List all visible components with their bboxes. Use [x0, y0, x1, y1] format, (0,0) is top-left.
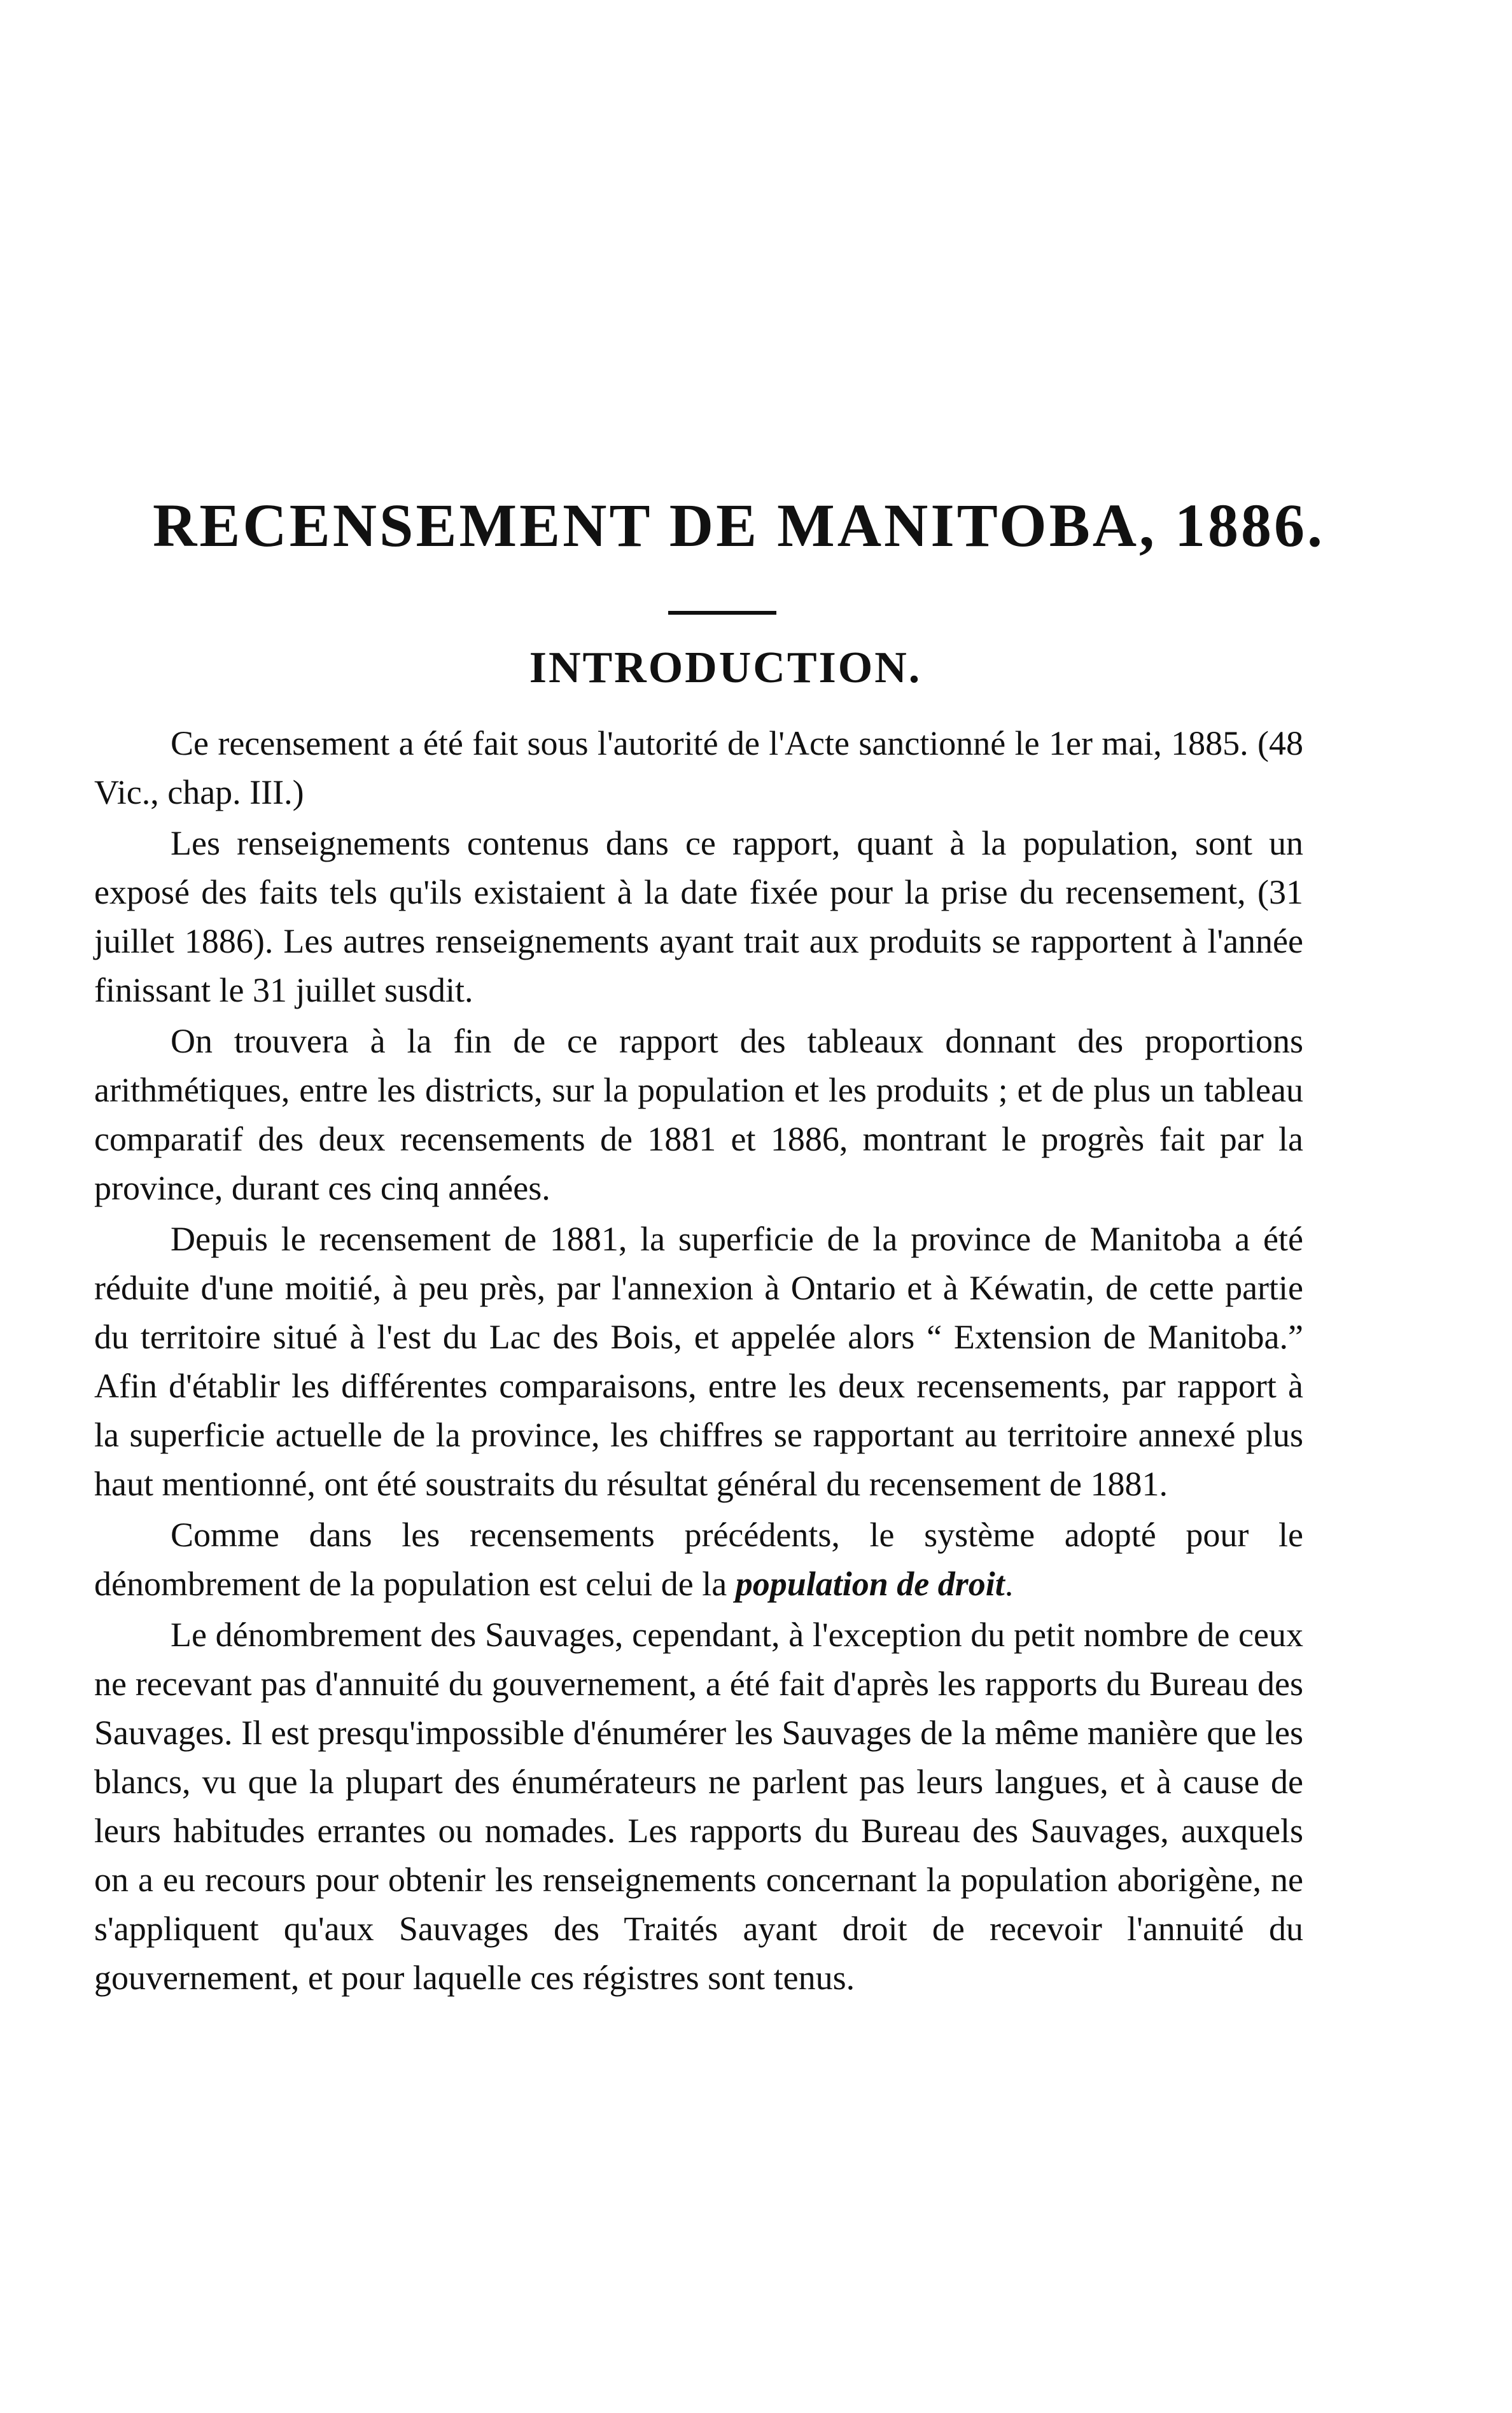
paragraph-1: Ce recensement a été fait sous l'autorité de l'Acte sanctionné le 1er mai, 1885. (48 Vic., chap. III.) [94, 724, 1303, 811]
paragraph-2: Les renseignements contenus dans ce rapport, quant à la population, sont un exposé des faits tels qu'ils existaient à la date fixée pour la prise du recensement, (31 juillet 1886). Les autres renseignements ayant trait aux produits se rapportent à l'année finissant le 31 juillet susdit. [94, 824, 1303, 1009]
paragraph-6: Le dénombrement des Sauvages, cependant, à l'exception du petit nombre de ceux ne recevant pas d'annuité du gouvernement, a été fait d'après les rapports du Bureau des Sauvages. Il est presqu'impossible d'énumérer les Sauvages de la même manière que les blancs, vu que la plupart des énumérateurs ne parlent pas leurs langues, et à cause de leurs habitudes errantes ou nomades. Les rapports du Bureau des Sauvages, auxquels on a eu recours pour obtenir les renseignements concernant la population aborigène, ne s'appliquent qu'aux Sauvages des Traités ayant droit de recevoir l'annuité du gouvernement, et pour laquelle ces régistres sont tenus. [94, 1616, 1303, 1997]
paragraph-5-text: Comme dans les recensements précédents, le système adopté pour le dénombrement de la population est celui de la [94, 1516, 1303, 1603]
paragraph-4: Depuis le recensement de 1881, la superficie de la province de Manitoba a été réduite d'une moitié, à peu près, par l'annexion à Ontario et à Kéwatin, de cette partie du territoire situé à l'est du Lac des Bois, et appelée alors “ Extension de Manitoba.” Afin d'établir les différentes comparaisons, entre les deux recensements, par rapport à la superficie actuelle de la province, les chiffres se rapportant au territoire annexé plus haut mentionné, ont été soustraits du résultat général du recensement de 1881. [94, 1220, 1303, 1503]
paragraph-3: On trouvera à la fin de ce rapport des tableaux donnant des proportions arithmétiques, entre les districts, sur la population et les produits ; et de plus un tableau comparatif des deux recensements de 1881 et 1886, montrant le progrès fait par la province, durant ces cinq années. [94, 1022, 1303, 1207]
page-title: RECENSEMENT DE MANITOBA, 1886. [153, 491, 1326, 559]
section-heading: INTRODUCTION. [529, 643, 922, 692]
title-divider [668, 611, 776, 615]
paragraph-5-tail: . [1004, 1565, 1014, 1603]
body-text [94, 719, 1303, 2004]
paragraph-5-emphasis: population de droit [735, 1565, 1005, 1603]
paragraph-5 [94, 1511, 1303, 1609]
